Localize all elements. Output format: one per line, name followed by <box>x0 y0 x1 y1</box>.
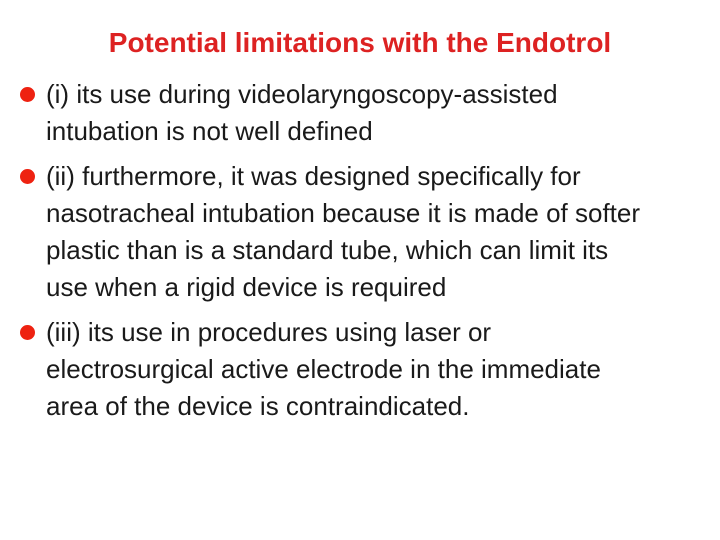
slide-title: Potential limitations with the Endotrol <box>108 27 612 58</box>
slide <box>0 27 720 540</box>
bullet-dot-icon <box>20 325 35 340</box>
bullet-item-3 <box>20 314 716 425</box>
bullet-line: intubation is not well defined <box>46 116 373 146</box>
bullet-line: area of the device is contraindicated. <box>46 391 470 421</box>
bullet-line: nasotracheal intubation because it is made of softer <box>46 198 641 228</box>
bullet-line: (iii) its use in procedures using laser or <box>46 317 492 347</box>
bullet-text <box>46 158 716 306</box>
bullet-text <box>46 76 716 150</box>
bullet-line: electrosurgical active electrode in the immediate <box>46 354 601 384</box>
bullet-text <box>46 314 716 425</box>
bullet-item-1 <box>20 76 716 150</box>
bullet-line: (i) its use during videolaryngoscopy-assisted <box>46 79 558 109</box>
bullet-line: (ii) furthermore, it was designed specifically for <box>46 161 581 191</box>
bullet-line: plastic than is a standard tube, which can limit its <box>46 235 609 265</box>
bullet-list <box>0 76 720 425</box>
bullet-dot-icon <box>20 87 35 102</box>
bullet-dot-icon <box>20 169 35 184</box>
bullet-line: use when a rigid device is required <box>46 272 447 302</box>
bullet-item-2 <box>20 158 716 306</box>
